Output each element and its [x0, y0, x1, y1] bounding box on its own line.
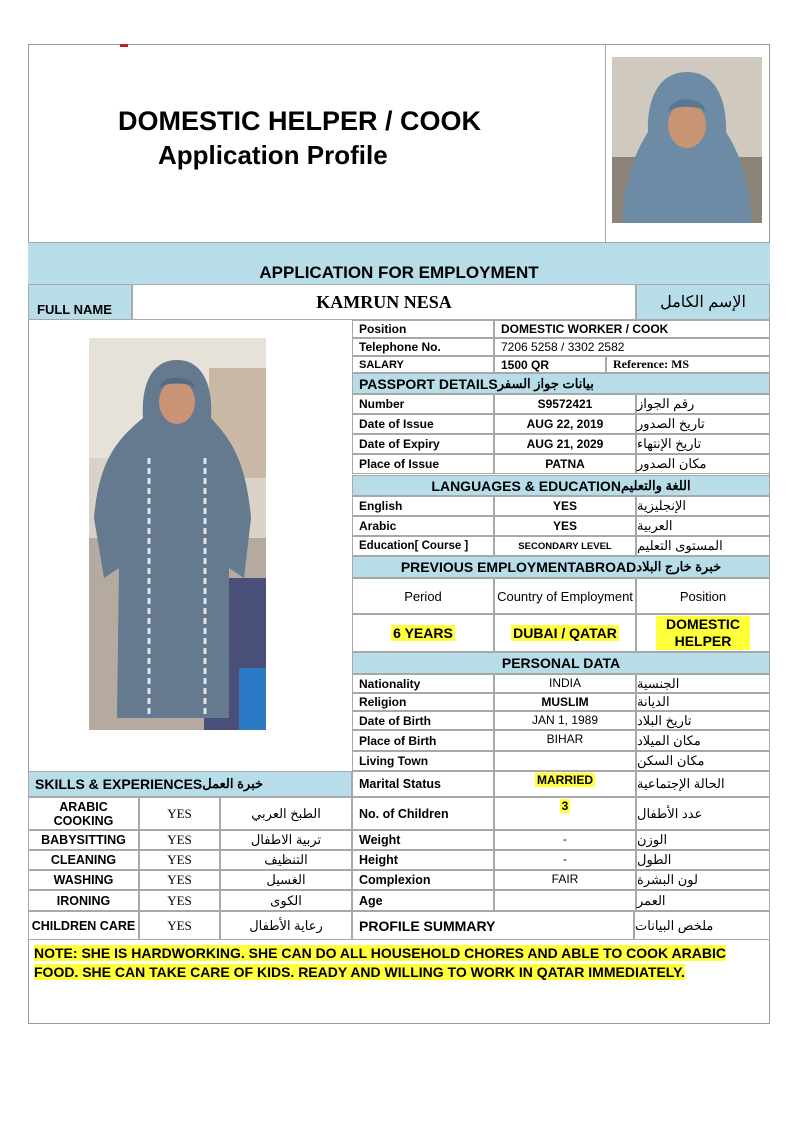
full-name-value: KAMRUN NESA	[132, 284, 636, 320]
summary-title-ar: ملخص البيانات	[634, 911, 770, 940]
employment-position-cell	[636, 614, 770, 652]
header-portrait	[612, 57, 762, 223]
personal-row-ar: مكان الميلاد	[636, 730, 770, 751]
passport-row-ar: مكان الصدور	[636, 454, 770, 474]
personal-header: PERSONAL DATA	[352, 652, 770, 674]
personal-row-label: Place of Birth	[352, 730, 494, 751]
personal-row-ar: تاريخ البلاد	[636, 711, 770, 730]
personal-row-ar: الجنسية	[636, 674, 770, 693]
salary-label: SALARY	[352, 356, 494, 373]
employment-position: DOMESTIC HELPER	[656, 616, 750, 650]
summary-note-block	[34, 944, 766, 981]
personal-row-label: Age	[352, 890, 494, 911]
skill-row-ar: تربية الاطفال	[220, 830, 352, 850]
personal-row-value	[494, 870, 636, 890]
skill-row-ar: التنظيف	[220, 850, 352, 870]
employment-period: 6 YEARS	[393, 625, 453, 641]
skill-row-ar: الغسيل	[220, 870, 352, 890]
full-body-photo-icon	[89, 338, 266, 730]
skills-header	[28, 771, 352, 797]
personal-row-value	[494, 693, 636, 711]
language-row-label: Education[ Course ]	[352, 536, 494, 556]
personal-row-ar: الوزن	[636, 830, 770, 850]
language-row-value: YES	[494, 496, 636, 516]
skill-row-ar: الكوى	[220, 890, 352, 911]
personal-row-value-text: -	[563, 832, 567, 846]
personal-row-value-text: 3	[561, 799, 569, 813]
personal-row-value-text: INDIA	[548, 676, 581, 690]
skills-title: SKILLS & EXPERIENCES	[35, 776, 203, 792]
passport-row-value: PATNA	[494, 454, 636, 474]
skill-row-ar: الطبخ العربي	[220, 797, 352, 830]
personal-row-value	[494, 771, 636, 797]
languages-title: LANGUAGES & EDUCATION	[431, 477, 621, 494]
skill-row-value: YES	[139, 850, 220, 870]
employment-title-ar: خبرة خارج البلاد	[636, 559, 722, 574]
summary-note: NOTE: SHE IS HARDWORKING. SHE CAN DO ALL HOUSEHOLD CHORES AND ABLE TO COOK ARABIC FOOD. SHE CAN TAKE CARE OF KIDS. READY AND WILLING TO WORK IN QATAR IMMEDIATELY.	[34, 945, 726, 980]
personal-row-value	[494, 797, 636, 830]
personal-row-ar: العمر	[636, 890, 770, 911]
employment-country-cell	[494, 614, 636, 652]
salary-value: 1500 QR	[494, 356, 606, 373]
employment-title: PREVIOUS EMPLOYMENTABROAD	[400, 559, 637, 575]
languages-title-ar: اللغة والتعليم	[620, 477, 691, 493]
languages-header	[352, 475, 770, 496]
skill-row-ar: رعاية الأطفال	[220, 911, 352, 940]
personal-row-value	[494, 751, 636, 771]
full-name-label-ar: الإسم الكامل	[636, 284, 770, 320]
employment-banner	[28, 242, 770, 284]
personal-row-value-text: -	[563, 852, 567, 866]
passport-title: PASSPORT DETAILS	[359, 375, 498, 392]
skill-row-label: WASHING	[28, 870, 139, 890]
personal-row-label: No. of Children	[352, 797, 494, 830]
language-row-value: SECONDARY LEVEL	[494, 536, 636, 556]
employment-period-cell	[352, 614, 494, 652]
personal-row-ar: عدد الأطفال	[636, 797, 770, 830]
doc-subtitle: Application Profile	[158, 140, 388, 170]
passport-row-ar: تاريخ الصدور	[636, 414, 770, 434]
employment-country: DUBAI / QATAR	[513, 625, 617, 641]
passport-row-value: AUG 22, 2019	[494, 414, 636, 434]
personal-row-value-text: MUSLIM	[541, 695, 589, 709]
personal-row-label: Living Town	[352, 751, 494, 771]
passport-row-label: Number	[352, 394, 494, 414]
telephone-value: 7206 5258 / 3302 2582	[494, 338, 770, 356]
passport-row-value: S9572421	[494, 394, 636, 414]
personal-row-label: Nationality	[352, 674, 494, 693]
language-row-value: YES	[494, 516, 636, 536]
col-period: Period	[352, 578, 494, 614]
skill-row-label: IRONING	[28, 890, 139, 911]
full-name-label: FULL NAME	[28, 284, 132, 320]
skill-row-label: CLEANING	[28, 850, 139, 870]
personal-row-value	[494, 711, 636, 730]
position-label: Position	[352, 320, 494, 338]
personal-row-value-text: JAN 1, 1989	[531, 713, 599, 727]
personal-row-ar: لون البشرة	[636, 870, 770, 890]
personal-row-value	[494, 730, 636, 751]
personal-row-value-text: FAIR	[551, 872, 579, 886]
language-row-label: Arabic	[352, 516, 494, 536]
passport-row-ar: رقم الجواز	[636, 394, 770, 414]
language-row-label: English	[352, 496, 494, 516]
personal-row-label: Religion	[352, 693, 494, 711]
reference-value: Reference: MS	[606, 356, 770, 373]
skill-row-label: CHILDREN CARE	[28, 911, 139, 940]
banner-title: APPLICATION FOR EMPLOYMENT	[259, 263, 539, 282]
personal-row-label: Weight	[352, 830, 494, 850]
passport-row-value: AUG 21, 2029	[494, 434, 636, 454]
personal-row-value-text: MARRIED	[537, 773, 593, 787]
skill-row-value: YES	[139, 911, 220, 940]
doc-title: DOMESTIC HELPER / COOK	[118, 106, 482, 136]
personal-row-ar: الحالة الإجتماعية	[636, 771, 770, 797]
skills-title-ar: خبرة العمل	[202, 776, 264, 791]
personal-row-value	[494, 674, 636, 693]
personal-row-ar: الطول	[636, 850, 770, 870]
personal-row-value	[494, 830, 636, 850]
personal-row-ar: الديانة	[636, 693, 770, 711]
skill-row-value: YES	[139, 830, 220, 850]
telephone-label: Telephone No.	[352, 338, 494, 356]
col-country: Country of Employment	[494, 578, 636, 614]
personal-row-value	[494, 890, 636, 911]
col-position: Position	[636, 578, 770, 614]
passport-row-ar: تاريخ الإنتهاء	[636, 434, 770, 454]
personal-row-label: Complexion	[352, 870, 494, 890]
position-value: DOMESTIC WORKER / COOK	[494, 320, 770, 338]
skill-row-label: BABYSITTING	[28, 830, 139, 850]
personal-row-label: Marital Status	[352, 771, 494, 797]
passport-row-label: Place of Issue	[352, 454, 494, 474]
passport-title-ar: بيانات جواز السفر	[497, 375, 594, 391]
personal-row-value-text: BIHAR	[546, 732, 584, 746]
skill-row-value: YES	[139, 797, 220, 830]
passport-row-label: Date of Issue	[352, 414, 494, 434]
personal-row-ar: مكان السكن	[636, 751, 770, 771]
full-body-photo	[89, 338, 266, 730]
portrait-photo-icon	[612, 57, 762, 223]
title-block	[28, 44, 606, 242]
personal-row-label: Height	[352, 850, 494, 870]
employment-header	[352, 556, 770, 578]
personal-row-label: Date of Birth	[352, 711, 494, 730]
summary-title: PROFILE SUMMARY	[352, 911, 634, 940]
passport-header	[352, 373, 770, 394]
language-row-ar: الإنجليزية	[636, 496, 770, 516]
personal-row-value	[494, 850, 636, 870]
passport-row-label: Date of Expiry	[352, 434, 494, 454]
language-row-ar: المستوى التعليم	[636, 536, 770, 556]
skill-row-label: ARABIC COOKING	[28, 797, 139, 830]
skill-row-value: YES	[139, 890, 220, 911]
language-row-ar: العربية	[636, 516, 770, 536]
skill-row-value: YES	[139, 870, 220, 890]
